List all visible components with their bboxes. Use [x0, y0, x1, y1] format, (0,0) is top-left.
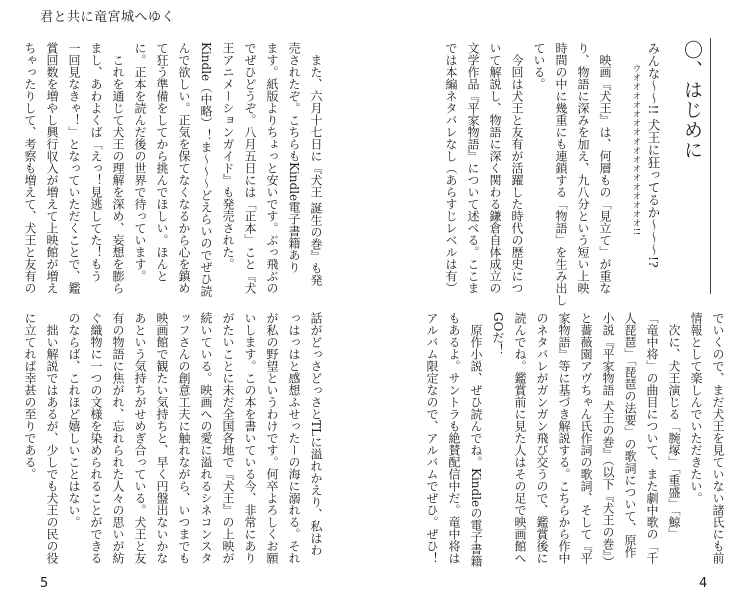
body-line: 拙い解説ではあるが、少しでも犬王の民の役 [45, 324, 59, 564]
body-line: に立てれば幸甚の至りである。 [23, 312, 37, 480]
body-line: また、六月十七日に『犬王 誕生の巻』も発 [309, 54, 323, 286]
body-line: 映画『犬王』は、何層もの「見立て」が重な [598, 54, 612, 294]
body-line: 情報として楽しんでいただきたい。 [689, 312, 703, 504]
body-line: 家物語』等に基づき解説する。こちらから作中 [557, 312, 571, 564]
body-line: あという気持ちがせめぎ合っている。犬王と友 [133, 312, 147, 564]
body-line: まし、あわよくば「えっ！見逃してた！もう [89, 42, 103, 282]
running-header: 君と共に竜宮城へゆく [40, 10, 176, 25]
body-line: 小説『平家物語 犬王の巻』（以下『犬王の巻』） [601, 312, 615, 568]
left-page-top-text [19, 42, 327, 297]
body-line: 時間の中に幾重にも連鎖する「物語」を生み出し [554, 42, 568, 306]
body-line: っはっはと感想ふせったーの海に溺れる。それ [287, 312, 301, 564]
body-line: でぜひどうぞ。八月五日には「正本」こと『犬 [243, 42, 257, 294]
body-line: り、物語に深みを加え、九八分という短い上映 [576, 42, 590, 294]
body-line: と薔薇園アヴちゃん氏作詞の歌詞、そして『平 [579, 312, 593, 564]
body-line: ちゃったりして、考察も増えて、犬王と友有の [23, 42, 37, 294]
page-number-left: 5 [40, 576, 49, 591]
left-page-bottom-text [19, 312, 327, 564]
body-line: 王アニメーションガイド』も発売された。 [221, 42, 235, 270]
body-line: いて解説し、物語に深く関わる鎌倉自体成立の [488, 42, 502, 294]
body-line: 賞回数を増やし興行収入が増えて上映館が増え [45, 42, 59, 294]
body-line: のネタバレがガンガン飛び交うので、鑑賞後に [535, 312, 549, 564]
subheading-note: ウオオオオオオオオオオオオオオオオオ!! [631, 64, 641, 236]
body-line: 売されたぞ。こちらもKindle電子書籍あり [287, 42, 301, 274]
body-line: これを通じて犬王の理解を深め、妄想を膨ら [111, 54, 125, 294]
body-line: のならば、これほど嬉しいことはない。 [67, 312, 81, 528]
body-line: ぐ織物に一つの文様を染められることができる [89, 312, 103, 564]
body-line: んで欲しい。正気を保てなくなるから心を鎮め [177, 42, 191, 294]
body-line: ッフさんの創意工夫に触れながら、いつまでも [177, 312, 191, 564]
body-line: 話がどっさどっさとTLに溢れかえり、私はわ [309, 312, 323, 556]
body-line: 今回は犬王と友有が活躍した時代の歴史につ [510, 54, 524, 294]
body-line: ている。 [532, 42, 546, 90]
body-line: 文学作品『平家物語』について述べる。ここま [466, 42, 480, 294]
body-line: ます。紙版よりちょっと安いです。ぶっ飛ぶの [265, 42, 279, 294]
heading-rule [710, 38, 711, 294]
body-line: でいくので、まだ犬王を見ていない諸氏にも前 [711, 312, 725, 564]
body-line: が私の野望というわけです。何卒よろしくお願 [265, 312, 279, 564]
body-line: アルバム限定なので、アルバムでぜひ。ぜひ！ [425, 312, 439, 564]
body-line: 映画館で観たい気持ちと、早く円盤出ないかな [155, 312, 169, 564]
body-line: 人琵琶」「琵琶の法要」の歌詞について、原作 [623, 312, 637, 558]
body-line: もあるよ。サントラも絶賛配信中だ。竜中将は [447, 312, 461, 564]
body-line: 次に、犬王演じる「腕塚」「重盛」「鯨」 [667, 324, 681, 540]
body-line: に。正本を読んだ後の世界で待っています。 [133, 42, 147, 282]
body-line: では本編ネタバレなし（あらすじレベルは有） [444, 42, 458, 294]
body-line: GOだ！ [491, 312, 505, 356]
body-line: 有の物語に焦がれ、忘れられた人々の思いが紡 [111, 312, 125, 564]
page-number-right: 4 [699, 576, 708, 591]
body-line: 読んでね。鑑賞前に見た人はその足で映画館へ [513, 312, 527, 564]
body-line: いします。この本を書いている今、非常にあり [243, 312, 257, 564]
body-line: 原作小説、ぜひ読んでね。Kindleの電子書籍 [469, 324, 483, 568]
right-page-top-text [440, 42, 616, 306]
right-page-bottom-text [421, 312, 729, 568]
body-line: 続いている。映画への愛に溢れるシネコンスタ [199, 312, 213, 564]
section-heading: 〇、はじめに [681, 40, 703, 160]
body-line: 「竜中将」の曲目について、また劇中歌の「千 [645, 312, 659, 564]
section-subheading: みんな〜〜!! 犬王に狂ってるか〜〜〜!? [646, 42, 661, 268]
body-line: 一回見なきゃ！」となっていただくことで、鑑 [67, 42, 81, 294]
body-line: Kindle（中略）！ま〜〜〜どえらいのでぜひ読 [199, 42, 213, 298]
body-line: がたいことに未だ全国各地で『犬王』の上映が [221, 312, 235, 564]
body-line: て狂う準備をしてから挑んでほしい。ほんと [155, 42, 169, 282]
